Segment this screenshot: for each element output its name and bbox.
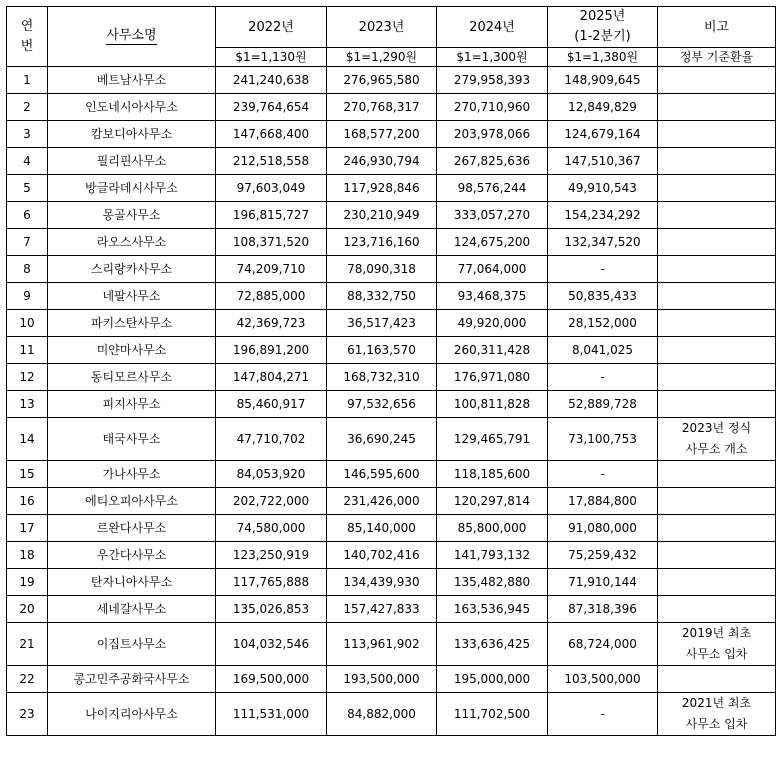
row-number-cell: 18 — [7, 542, 48, 569]
amount-2025-cell: 49,910,543 — [548, 175, 658, 202]
amount-2025-cell: 147,510,367 — [548, 148, 658, 175]
amount-2022-cell: 202,722,000 — [216, 488, 327, 515]
table-row — [7, 310, 776, 337]
office-name-cell: 르완다사무소 — [48, 515, 216, 542]
office-name-cell: 에티오피아사무소 — [48, 488, 216, 515]
row-number-cell: 13 — [7, 391, 48, 418]
amount-2024-cell: 141,793,132 — [437, 542, 548, 569]
amount-2025-cell: 75,259,432 — [548, 542, 658, 569]
col-header-2025-line2: (1-2분기) — [574, 29, 631, 44]
amount-2024-cell: 49,920,000 — [437, 310, 548, 337]
amount-2022-cell: 123,250,919 — [216, 542, 327, 569]
amount-2023-cell: 97,532,656 — [327, 391, 437, 418]
office-name-cell: 세네갈사무소 — [48, 596, 216, 623]
table-row — [7, 283, 776, 310]
table-row — [7, 364, 776, 391]
row-number-cell: 3 — [7, 121, 48, 148]
remark-cell — [658, 623, 776, 666]
rate-2022: $1=1,130원 — [216, 48, 327, 67]
remark-line: 2019년 최초 — [681, 626, 752, 640]
amount-2025-cell: - — [548, 256, 658, 283]
amount-2024-cell: 260,311,428 — [437, 337, 548, 364]
remark-cell — [658, 67, 776, 94]
row-number-cell: 23 — [7, 693, 48, 736]
amount-2024-cell: 124,675,200 — [437, 229, 548, 256]
rate-2023: $1=1,290원 — [327, 48, 437, 67]
amount-2023-cell: 61,163,570 — [327, 337, 437, 364]
amount-2023-cell: 117,928,846 — [327, 175, 437, 202]
table-row — [7, 337, 776, 364]
amount-2024-cell: 100,811,828 — [437, 391, 548, 418]
remark-cell — [658, 693, 776, 736]
amount-2023-cell: 193,500,000 — [327, 666, 437, 693]
office-name-cell: 라오스사무소 — [48, 229, 216, 256]
remark-line: 사무소 입차 — [685, 647, 748, 661]
remark-cell — [658, 461, 776, 488]
row-number-cell: 21 — [7, 623, 48, 666]
amount-2022-cell: 74,209,710 — [216, 256, 327, 283]
remark-cell — [658, 666, 776, 693]
row-number-cell: 6 — [7, 202, 48, 229]
table-row — [7, 569, 776, 596]
office-name-cell: 인도네시아사무소 — [48, 94, 216, 121]
amount-2024-cell: 85,800,000 — [437, 515, 548, 542]
amount-2024-cell: 133,636,425 — [437, 623, 548, 666]
amount-2025-cell: 28,152,000 — [548, 310, 658, 337]
amount-2022-cell: 239,764,654 — [216, 94, 327, 121]
table-row — [7, 515, 776, 542]
remark-cell — [658, 310, 776, 337]
col-header-office — [48, 7, 216, 67]
amount-2022-cell: 104,032,546 — [216, 623, 327, 666]
col-header-no-line2: 번 — [20, 38, 34, 54]
amount-2024-cell: 203,978,066 — [437, 121, 548, 148]
amount-2022-cell: 212,518,558 — [216, 148, 327, 175]
amount-2024-cell: 176,971,080 — [437, 364, 548, 391]
amount-2025-cell: 154,234,292 — [548, 202, 658, 229]
amount-2022-cell: 147,668,400 — [216, 121, 327, 148]
row-number-cell: 17 — [7, 515, 48, 542]
amount-2022-cell: 72,885,000 — [216, 283, 327, 310]
amount-2022-cell: 169,500,000 — [216, 666, 327, 693]
header-row-1 — [7, 7, 776, 48]
amount-2023-cell: 88,332,750 — [327, 283, 437, 310]
office-name-cell: 필리핀사무소 — [48, 148, 216, 175]
office-name-cell: 이집트사무소 — [48, 623, 216, 666]
amount-2025-cell: 103,500,000 — [548, 666, 658, 693]
rate-2025: $1=1,380원 — [548, 48, 658, 67]
remark-cell — [658, 596, 776, 623]
amount-2025-cell: 91,080,000 — [548, 515, 658, 542]
remark-cell — [658, 121, 776, 148]
remark-cell — [658, 569, 776, 596]
amount-2022-cell: 84,053,920 — [216, 461, 327, 488]
col-header-2022: 2022년 — [216, 7, 327, 48]
remark-line: 사무소 개소 — [685, 442, 748, 456]
remark-cell — [658, 256, 776, 283]
row-number-cell: 8 — [7, 256, 48, 283]
table-row — [7, 202, 776, 229]
amount-2023-cell: 146,595,600 — [327, 461, 437, 488]
table-row — [7, 175, 776, 202]
amount-2022-cell: 42,369,723 — [216, 310, 327, 337]
remark-subheader: 정부 기준환율 — [658, 48, 776, 67]
remark-cell — [658, 418, 776, 461]
amount-2025-cell: 132,347,520 — [548, 229, 658, 256]
amount-2022-cell: 85,460,917 — [216, 391, 327, 418]
office-name-cell: 태국사무소 — [48, 418, 216, 461]
amount-2025-cell: 71,910,144 — [548, 569, 658, 596]
table-row — [7, 256, 776, 283]
amount-2025-cell: 50,835,433 — [548, 283, 658, 310]
row-number-cell: 22 — [7, 666, 48, 693]
amount-2023-cell: 168,577,200 — [327, 121, 437, 148]
amount-2023-cell: 113,961,902 — [327, 623, 437, 666]
office-name-cell: 캄보디아사무소 — [48, 121, 216, 148]
office-name-cell: 방글라데시사무소 — [48, 175, 216, 202]
amount-2025-cell: 68,724,000 — [548, 623, 658, 666]
amount-2023-cell: 36,517,423 — [327, 310, 437, 337]
amount-2025-cell: - — [548, 693, 658, 736]
amount-2022-cell: 111,531,000 — [216, 693, 327, 736]
col-header-2024: 2024년 — [437, 7, 548, 48]
office-name-cell: 네팔사무소 — [48, 283, 216, 310]
amount-2023-cell: 36,690,245 — [327, 418, 437, 461]
remark-cell — [658, 391, 776, 418]
amount-2022-cell: 135,026,853 — [216, 596, 327, 623]
amount-2024-cell: 120,297,814 — [437, 488, 548, 515]
remark-cell — [658, 148, 776, 175]
amount-2023-cell: 157,427,833 — [327, 596, 437, 623]
table-row — [7, 94, 776, 121]
office-name-cell: 콩고민주공화국사무소 — [48, 666, 216, 693]
office-name-cell: 몽골사무소 — [48, 202, 216, 229]
amount-2024-cell: 163,536,945 — [437, 596, 548, 623]
row-number-cell: 14 — [7, 418, 48, 461]
office-name-cell: 베트남사무소 — [48, 67, 216, 94]
office-name-cell: 피지사무소 — [48, 391, 216, 418]
amount-2024-cell: 279,958,393 — [437, 67, 548, 94]
amount-2022-cell: 196,815,727 — [216, 202, 327, 229]
remark-line: 2021년 최초 — [681, 696, 752, 710]
remark-cell — [658, 202, 776, 229]
amount-2024-cell: 270,710,960 — [437, 94, 548, 121]
amount-2023-cell: 78,090,318 — [327, 256, 437, 283]
amount-2022-cell: 196,891,200 — [216, 337, 327, 364]
row-number-cell: 2 — [7, 94, 48, 121]
amount-2023-cell: 276,965,580 — [327, 67, 437, 94]
amount-2025-cell: 148,909,645 — [548, 67, 658, 94]
col-header-remark: 비고 — [658, 7, 776, 48]
amount-2025-cell: 12,849,829 — [548, 94, 658, 121]
row-number-cell: 12 — [7, 364, 48, 391]
amount-2023-cell: 231,426,000 — [327, 488, 437, 515]
rate-2024: $1=1,300원 — [437, 48, 548, 67]
remark-line: 사무소 입차 — [685, 717, 748, 731]
table-body — [7, 67, 776, 736]
row-number-cell: 16 — [7, 488, 48, 515]
row-number-cell: 1 — [7, 67, 48, 94]
amount-2023-cell: 168,732,310 — [327, 364, 437, 391]
table-row — [7, 391, 776, 418]
remark-cell — [658, 337, 776, 364]
col-header-office-label: 사무소명 — [106, 28, 157, 43]
table-row — [7, 488, 776, 515]
amount-2025-cell: 73,100,753 — [548, 418, 658, 461]
table-row — [7, 229, 776, 256]
table-row — [7, 542, 776, 569]
col-header-no — [7, 7, 48, 67]
row-number-cell: 11 — [7, 337, 48, 364]
table-row — [7, 148, 776, 175]
amount-2023-cell: 134,439,930 — [327, 569, 437, 596]
col-header-2025-line1: 2025년 — [579, 9, 626, 24]
col-header-2023: 2023년 — [327, 7, 437, 48]
table-row — [7, 67, 776, 94]
amount-2024-cell: 267,825,636 — [437, 148, 548, 175]
amount-2024-cell: 129,465,791 — [437, 418, 548, 461]
row-number-cell: 20 — [7, 596, 48, 623]
amount-2022-cell: 47,710,702 — [216, 418, 327, 461]
table-row — [7, 596, 776, 623]
row-number-cell: 10 — [7, 310, 48, 337]
amount-2022-cell: 74,580,000 — [216, 515, 327, 542]
amount-2025-cell: 8,041,025 — [548, 337, 658, 364]
col-header-no-line1: 연 — [20, 18, 34, 34]
amount-2024-cell: 111,702,500 — [437, 693, 548, 736]
amount-2025-cell: 124,679,164 — [548, 121, 658, 148]
table-row — [7, 461, 776, 488]
amount-2023-cell: 140,702,416 — [327, 542, 437, 569]
row-number-cell: 7 — [7, 229, 48, 256]
office-budget-table — [6, 6, 776, 736]
row-number-cell: 4 — [7, 148, 48, 175]
office-name-cell: 나이지리아사무소 — [48, 693, 216, 736]
amount-2025-cell: 87,318,396 — [548, 596, 658, 623]
amount-2023-cell: 246,930,794 — [327, 148, 437, 175]
amount-2022-cell: 97,603,049 — [216, 175, 327, 202]
amount-2023-cell: 85,140,000 — [327, 515, 437, 542]
amount-2025-cell: - — [548, 461, 658, 488]
amount-2022-cell: 117,765,888 — [216, 569, 327, 596]
col-header-2025 — [548, 7, 658, 48]
row-number-cell: 9 — [7, 283, 48, 310]
amount-2022-cell: 108,371,520 — [216, 229, 327, 256]
amount-2024-cell: 98,576,244 — [437, 175, 548, 202]
remark-cell — [658, 175, 776, 202]
amount-2024-cell: 333,057,270 — [437, 202, 548, 229]
amount-2023-cell: 230,210,949 — [327, 202, 437, 229]
amount-2024-cell: 77,064,000 — [437, 256, 548, 283]
remark-cell — [658, 515, 776, 542]
row-number-cell: 15 — [7, 461, 48, 488]
amount-2025-cell: 17,884,800 — [548, 488, 658, 515]
table-row — [7, 121, 776, 148]
table-row — [7, 623, 776, 666]
table-row — [7, 418, 776, 461]
amount-2023-cell: 123,716,160 — [327, 229, 437, 256]
amount-2024-cell: 135,482,880 — [437, 569, 548, 596]
office-name-cell: 탄자니아사무소 — [48, 569, 216, 596]
remark-cell — [658, 542, 776, 569]
row-number-cell: 5 — [7, 175, 48, 202]
office-name-cell: 미얀마사무소 — [48, 337, 216, 364]
office-name-cell: 우간다사무소 — [48, 542, 216, 569]
amount-2023-cell: 270,768,317 — [327, 94, 437, 121]
amount-2024-cell: 195,000,000 — [437, 666, 548, 693]
remark-cell — [658, 364, 776, 391]
remark-line: 2023년 정식 — [681, 421, 752, 435]
amount-2025-cell: - — [548, 364, 658, 391]
office-name-cell: 가나사무소 — [48, 461, 216, 488]
office-name-cell: 스리랑카사무소 — [48, 256, 216, 283]
amount-2023-cell: 84,882,000 — [327, 693, 437, 736]
amount-2025-cell: 52,889,728 — [548, 391, 658, 418]
row-number-cell: 19 — [7, 569, 48, 596]
remark-cell — [658, 488, 776, 515]
table-row — [7, 666, 776, 693]
office-name-cell: 동티모르사무소 — [48, 364, 216, 391]
office-name-cell: 파키스탄사무소 — [48, 310, 216, 337]
remark-cell — [658, 229, 776, 256]
table-row — [7, 693, 776, 736]
amount-2022-cell: 241,240,638 — [216, 67, 327, 94]
amount-2022-cell: 147,804,271 — [216, 364, 327, 391]
remark-cell — [658, 94, 776, 121]
remark-cell — [658, 283, 776, 310]
amount-2024-cell: 118,185,600 — [437, 461, 548, 488]
amount-2024-cell: 93,468,375 — [437, 283, 548, 310]
